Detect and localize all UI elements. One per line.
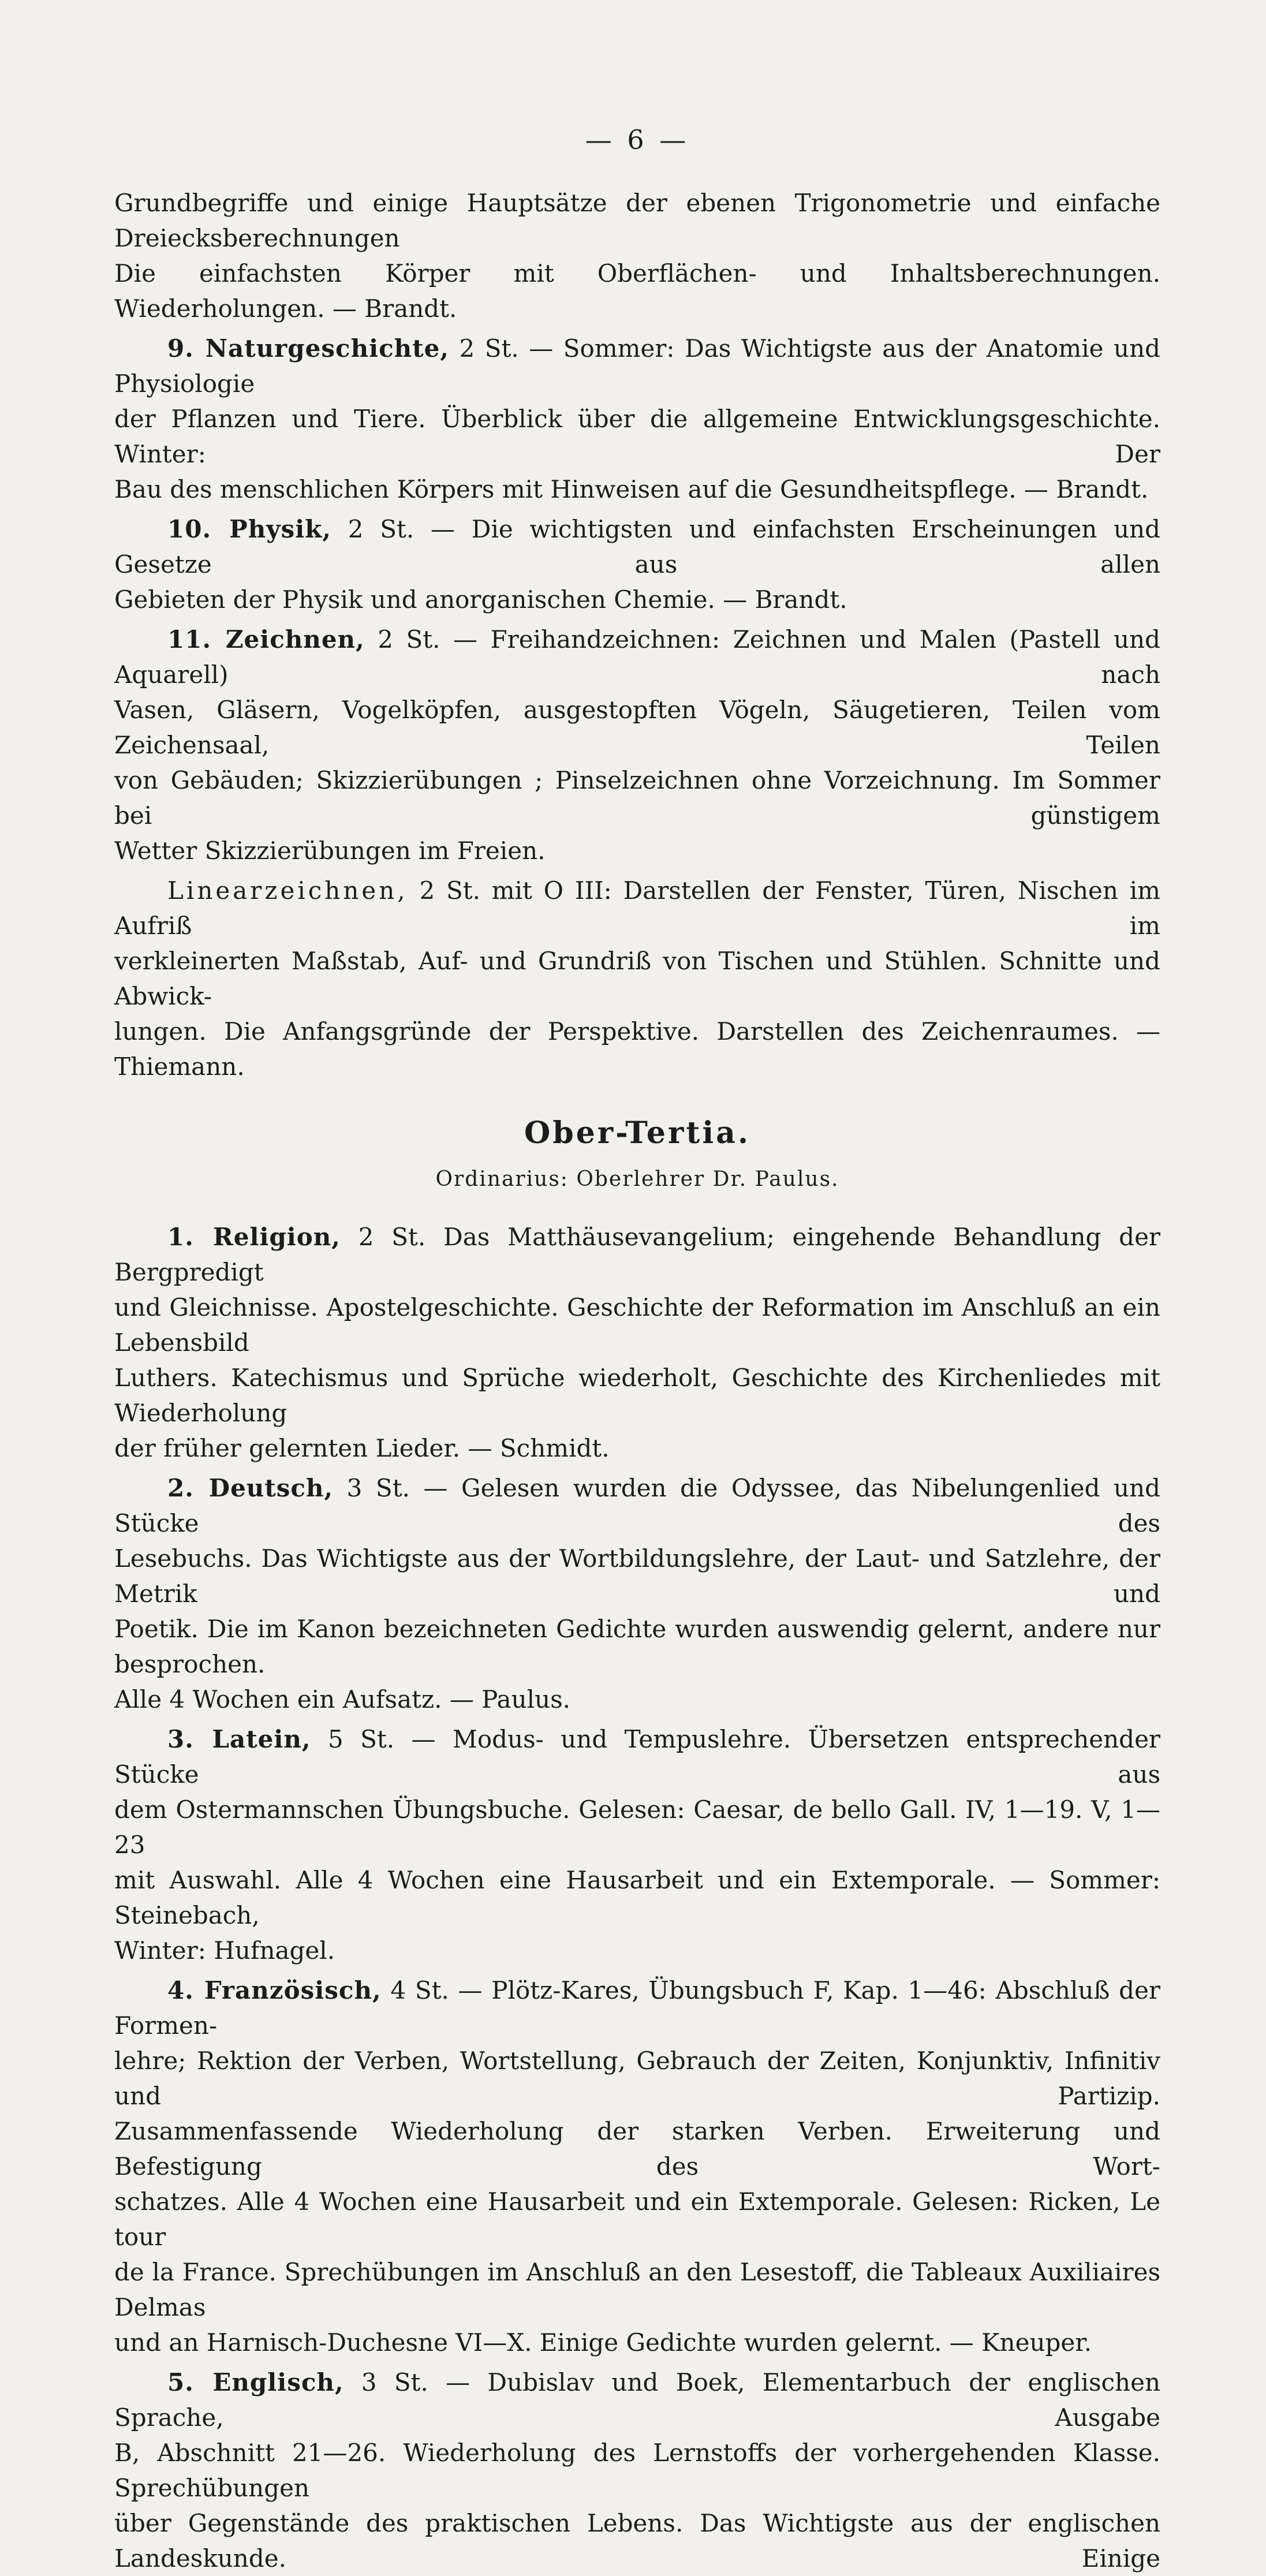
page-number: — 6 — [585, 124, 690, 155]
subject-label: 5. Englisch, [167, 2368, 344, 2396]
subject-label: 10. Physik, [167, 515, 331, 543]
paragraph-naturgeschichte: 9. Naturgeschichte, 2 St. — Sommer: Das Wichtigste aus der Anatomie und Physiologie [114, 334, 1161, 398]
subject-label: 9. Naturgeschichte, [167, 334, 449, 363]
section-heading: Ober-Tertia. [524, 1115, 750, 1151]
subject-label: 11. Zeichnen, [167, 625, 365, 654]
paragraph-religion: 1. Religion, 2 St. Das Matthäusevangelium; eingehende Behandlung der Bergpredigt [114, 1223, 1160, 1286]
paragraph-mathematik-ende: Grundbegriffe und einige Hauptsätze der ebenen Trigonometrie und einfache Dreiecksberechnungen [114, 189, 1160, 252]
paragraph-linearzeichnen: Linearzeichnen, 2 St. mit O III: Darstellen der Fenster, Türen, Nischen im Aufriß im [114, 876, 1160, 940]
subject-label: 2. Deutsch, [167, 1474, 334, 1502]
document-page: — 6 — Grundbegriffe und einige Hauptsätze der ebenen Trigonometrie und einfache Dreiecksberechnungen Die einfachsten Körper mit Oberflächen- und Inhaltsberechnungen. Wiederholungen. — Brandt. 9. Naturgeschichte, 2 St. — Sommer: Das Wichtigste aus der Anatomie und Physiologie der Pflanzen und Tiere. Überblick über die allgemeine Entwicklungsgeschichte. Winter: Der Bau des menschlichen Körpers mit Hinweisen auf die Gesundheitspflege. — Brandt. 10. Physik, 2 St. — Die wichtigsten und einfachsten Erscheinungen und Gesetze aus allen Gebieten der Physik und anorganischen Chemie. — Brandt. 11. Zeichnen, 2 St. — Freihandzeichnen: Zeichnen und Malen (Pastell und Aquarell) nach Vasen, Gläsern, Vogelköpfen, ausgestopften Vögeln, Säugetieren, Teilen vom Zeichensaal, Teilen von Gebäuden; Skizzierübungen ; Pinselzeichnen ohne Vorzeichnung. Im Sommer bei günstigem Wetter Skizzierübungen im Freien. Linearzeichnen, 2 St. mit O III: Darstellen der Fenster, Türen, Nischen im Aufriß im verkleinerten Maßstab, Auf- und Grundriß von Tischen und Stühlen. Schnitte und Abwick- lungen. Die Anfangsgründe der Perspektive. Darstellen des Zeichenraumes. — Thiemann. Ober-Tertia. Ordinarius: Oberlehrer Dr. Paulus. 1. Religion, 2 St. Das Matthäusevangelium; eingehende Behandlung der Bergpredigt und Gleichnisse. Apostelgeschichte. Geschichte der Reformation im Anschluß an ein Lebensbild Luthers. Katechismus und Sprüche wiederholt, Geschichte des Kirchenliedes mit Wiederholung der früher gelernten Lieder. — Schmidt. 2. Deutsch, 3 St. — Gelesen wurden die Odyssee, das Nibelungenlied und Stücke des Lesebuchs. Das Wichtigste aus der Wortbildungslehre, der Laut- und Satzlehre, der Metrik und Poetik. Die im Kanon bezeichneten Gedichte wurden auswendig gelernt, andere nur besprochen. Alle 4 Wochen ein Aufsatz. — Paulus. 3. Latein, 5 St. — Modus- und Tempuslehre. Übersetzen entsprechender Stücke aus dem Ostermannschen Übungsbuche. Gelesen: Caesar, de bello Gall. IV, 1—19. V, 1—23 mit Auswahl. Alle 4 Wochen eine Hausarbeit und ein Extemporale. — Sommer: Steinebach, Winter: Hufnagel. 4. Französisch, 4 St. — Plötz-Kares, Übungsbuch F, Kap. 1—46: Abschluß der Formen- lehre; Rektion der Verben, Wortstellung, Gebrauch der Zeiten, Konjunktiv, Infinitiv und Partizip. Zusammenfassende Wiederholung der starken Verben. Erweiterung und Befestigung des Wort- schatzes. Alle 4 Wochen eine Hausarbeit und ein Extemporale. Gelesen: Ricken, Le tour de la France. Sprechübungen im Anschluß an den Lesestoff, die Tableaux Auxiliaires Delmas und an Harnisch-Duchesne VI—X. Einige Gedichte wurden gelernt. — Kneuper. 5. Englisch, 3 St. — Dubislav und Boek, Elementarbuch der englischen Sprache, Ausgabe B, Abschnitt 21—26. Wiederholung des Lernstoffs der vorhergehenden Klasse. Sprechübungen über Gegenstände des praktischen Lebens. Das Wichtigste aus der englischen Landeskunde. Einige [114, 124, 1161, 2573]
paragraph-zeichnen: 11. Zeichnen, 2 St. — Freihandzeichnen: Zeichnen und Malen (Pastell und Aquarell) nach [114, 625, 1160, 689]
section-ordinarius: Ordinarius: Oberlehrer Dr. Paulus. [435, 1167, 839, 1191]
subject-label: 4. Französisch, [167, 1976, 382, 2004]
subject-label: 3. Latein, [167, 1725, 311, 1753]
paragraph-latein: 3. Latein, 5 St. — Modus- und Tempuslehre. Übersetzen entsprechender Stücke aus [114, 1725, 1161, 1789]
paragraph-englisch: 5. Englisch, 3 St. — Dubislav und Boek, Elementarbuch der englischen Sprache, Ausgabe [114, 2368, 1161, 2432]
subject-label: 1. Religion, [167, 1223, 341, 1251]
paragraph-mathematik-ende-line: Die einfachsten Körper mit Oberflächen- und Inhaltsberechnungen. Wiederholungen. — Brandt. [114, 259, 1160, 323]
subject-label: Linearzeichnen, [167, 876, 408, 905]
paragraph-physik: 10. Physik, 2 St. — Die wichtigsten und einfachsten Erscheinungen und Gesetze aus allen [114, 515, 1160, 578]
paragraph-deutsch: 2. Deutsch, 3 St. — Gelesen wurden die Odyssee, das Nibelungenlied und Stücke des [114, 1474, 1160, 1537]
paragraph-franzoesisch: 4. Französisch, 4 St. — Plötz-Kares, Übungsbuch F, Kap. 1—46: Abschluß der Formen- [114, 1976, 1160, 2040]
